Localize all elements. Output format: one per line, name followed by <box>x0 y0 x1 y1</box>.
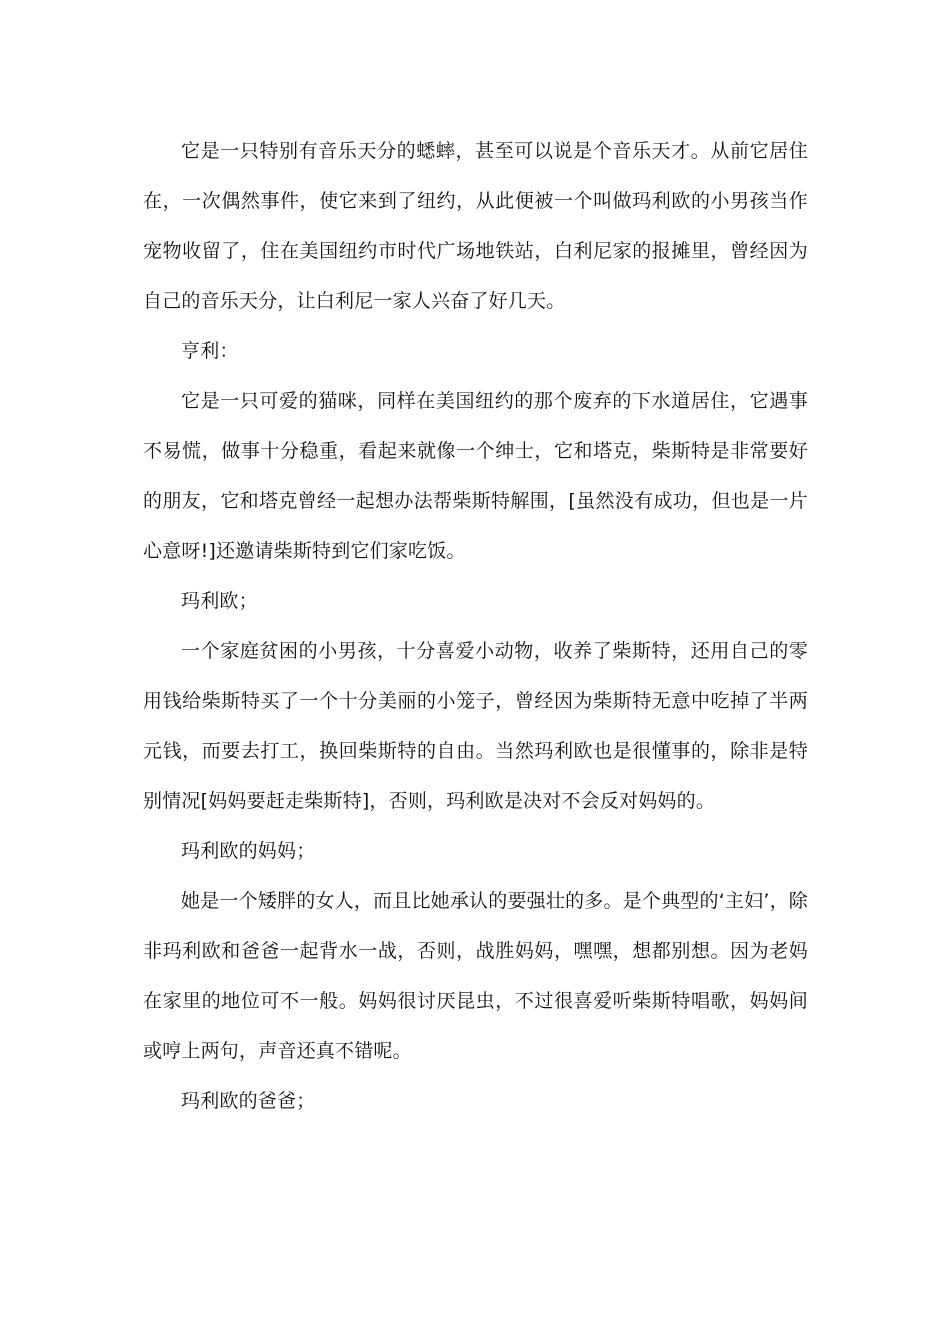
heading-mario-mother: 玛利欧的妈妈； <box>181 840 316 862</box>
heading-mario-father: 玛利欧的爸爸； <box>181 1090 316 1112</box>
paragraph-mario-description: 一个家庭贫困的小男孩，十分喜爱小动物，收养了柴斯特，还用自己的零用钱给柴斯特买了一个十分美丽的小笼子，曾经因为柴斯特无意中吃掉了半两元钱，而要去打工，换回柴斯特的自由。当然玛利欧也是很懂事的，除非是特别情况[妈妈要赶走柴斯特]，否则，玛利欧是决对不会反对妈妈的。 <box>143 640 808 812</box>
document-body <box>143 126 808 1126</box>
paragraph-mario-mother-description: 她是一个矮胖的女人，而且比她承认的要强壮的多。是个典型的‘主妇’，除非玛利欧和爸爸一起背水一战，否则，战胜妈妈，嘿嘿，想都别想。因为老妈在家里的地位可不一般。妈妈很讨厌昆虫，不过很喜爱听柴斯特唱歌，妈妈间或哼上两句，声音还真不错呢。 <box>143 890 808 1062</box>
heading-mario: 玛利欧； <box>181 590 258 612</box>
heading-henry: 亨利： <box>181 340 239 362</box>
paragraph-chester-description: 它是一只特别有音乐天分的蟋蟀，甚至可以说是个音乐天才。从前它居住在，一次偶然事件，使它来到了纽约，从此便被一个叫做玛利欧的小男孩当作宠物收留了，住在美国纽约市时代广场地铁站，白利尼家的报摊里，曾经因为自己的音乐天分，让白利尼一家人兴奋了好几天。 <box>143 140 808 312</box>
paragraph-henry-description: 它是一只可爱的猫咪，同样在美国纽约的那个废弃的下水道居住，它遇事不易慌，做事十分稳重，看起来就像一个绅士，它和塔克，柴斯特是非常要好的朋友，它和塔克曾经一起想办法帮柴斯特解围，[虽然没有成功，但也是一片心意呀!]还邀请柴斯特到它们家吃饭。 <box>143 390 808 562</box>
